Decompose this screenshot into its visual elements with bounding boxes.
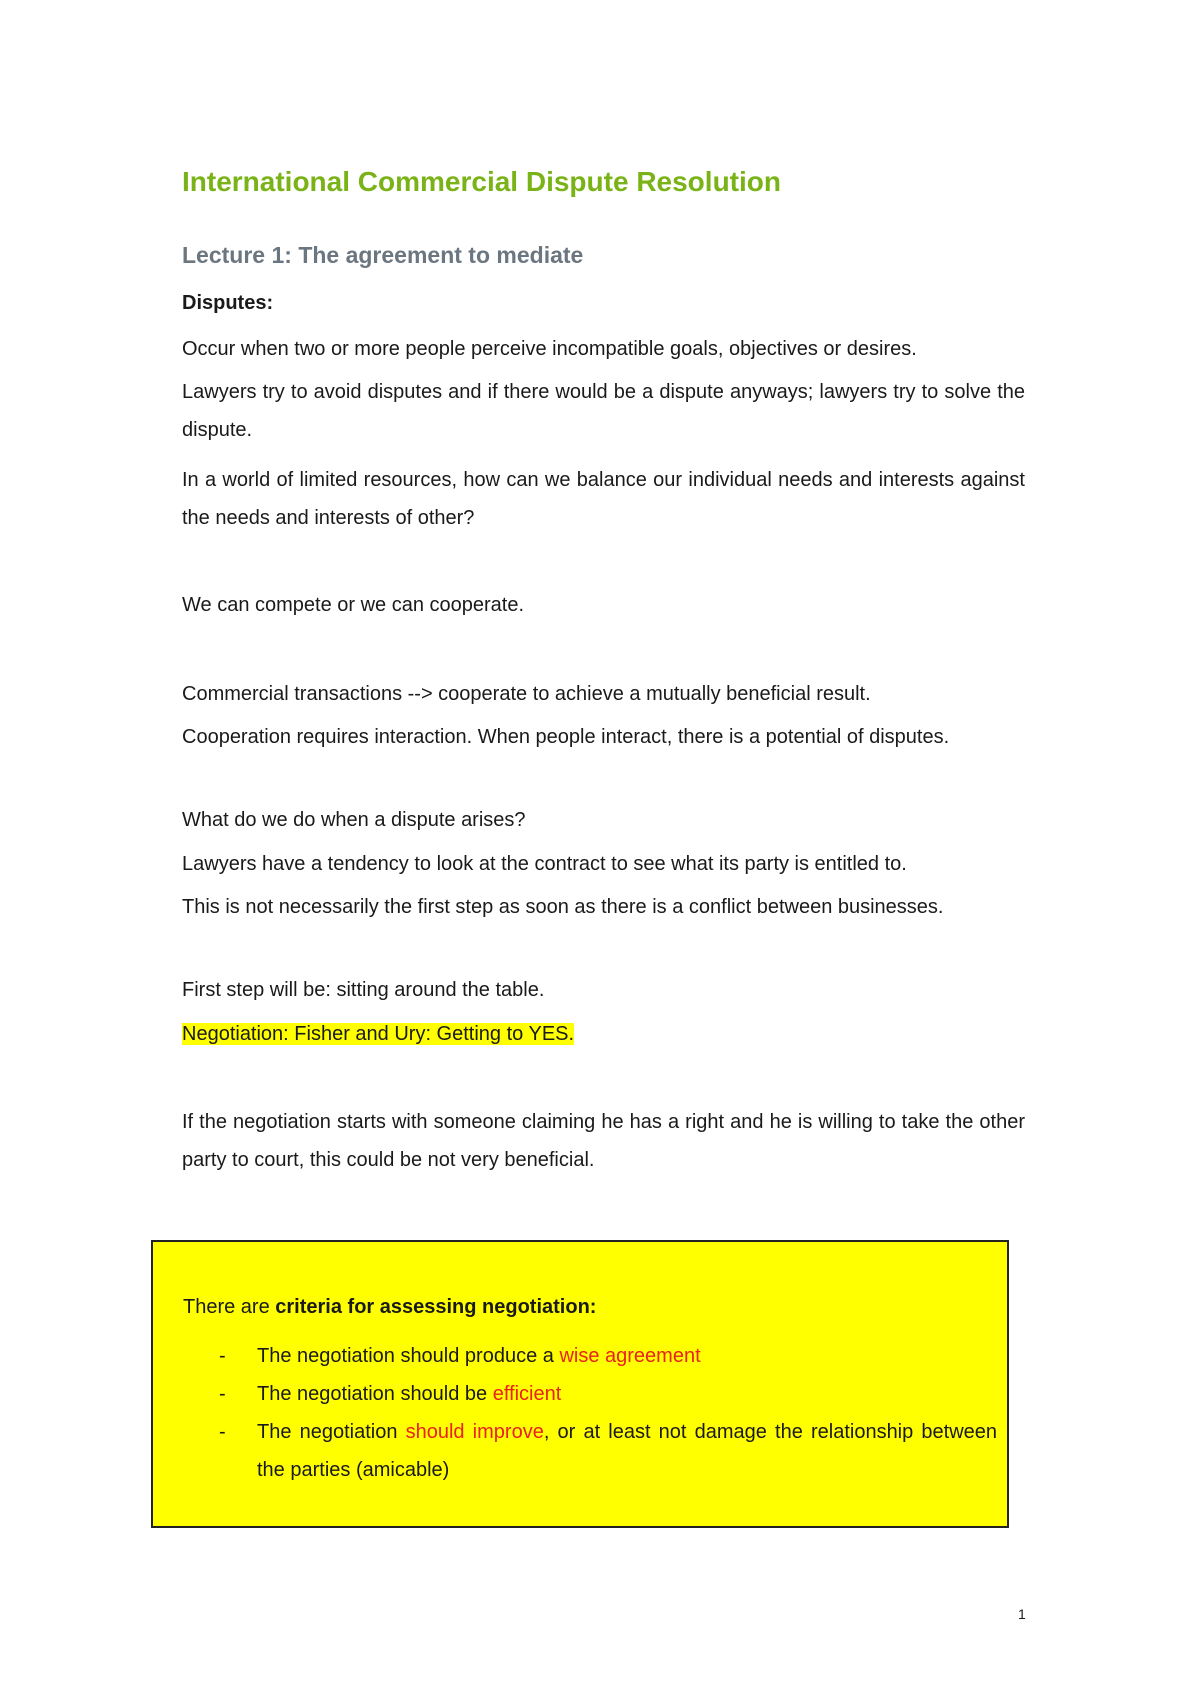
highlighted-reference [182,1015,1025,1053]
paragraph: We can compete or we can cooperate. [182,594,525,616]
item-text-before: The negotiation should be [257,1383,493,1405]
criteria-intro [183,1296,596,1319]
list-item-text [257,1375,997,1413]
paragraph: Occur when two or more people perceive incompatible goals, objectives or desires. [182,338,917,360]
paragraph: First step will be: sitting around the table. [182,979,545,1001]
item-text-before: The negotiation should produce a [257,1345,560,1367]
document-title: International Commercial Dispute Resolution [182,166,781,197]
item-text-highlight: efficient [492,1383,562,1405]
paragraph: What do we do when a dispute arises? [182,809,526,831]
paragraph: In a world of limited resources, how can we balance our individual needs and interests against the needs and interests of other? [182,469,1025,529]
paragraph: Commercial transactions --> cooperate to achieve a mutually beneficial result. [182,683,871,705]
section-heading-disputes: Disputes: [182,292,274,314]
paragraph: Cooperation requires interaction. When people interact, there is a potential of disputes. [182,726,950,748]
item-text-before: The negotiation [257,1421,406,1443]
paragraph: This is not necessarily the first step as soon as there is a conflict between businesses. [182,896,944,918]
paragraph: Lawyers try to avoid disputes and if there would be a dispute anyways; lawyers try to solve the dispute. [182,381,1025,441]
criteria-intro-text: There are [183,1296,276,1318]
paragraph: Lawyers have a tendency to look at the contract to see what its party is entitled to. [182,853,907,875]
item-text-highlight: wise agreement [559,1345,701,1367]
lecture-heading: Lecture 1: The agreement to mediate [182,242,584,268]
paragraph: If the negotiation starts with someone claiming he has a right and he is willing to take the other party to court, this could be not very beneficial. [182,1111,1025,1171]
criteria-intro-bold: criteria for assessing negotiation: [275,1296,597,1318]
list-item-text [257,1413,997,1489]
list-bullet: - [219,1383,226,1405]
highlight-mark: Negotiation: Fisher and Ury: Getting to YES. [182,1023,575,1045]
page-number: 1 [1018,1606,1026,1622]
criteria-box [151,1240,1009,1528]
item-text-highlight: should improve [405,1421,544,1443]
list-item-text [257,1337,997,1375]
list-bullet: - [219,1421,226,1443]
item-text-after: , or at least not damage the relationship between the parties (amicable) [257,1421,998,1481]
list-bullet: - [219,1345,226,1367]
